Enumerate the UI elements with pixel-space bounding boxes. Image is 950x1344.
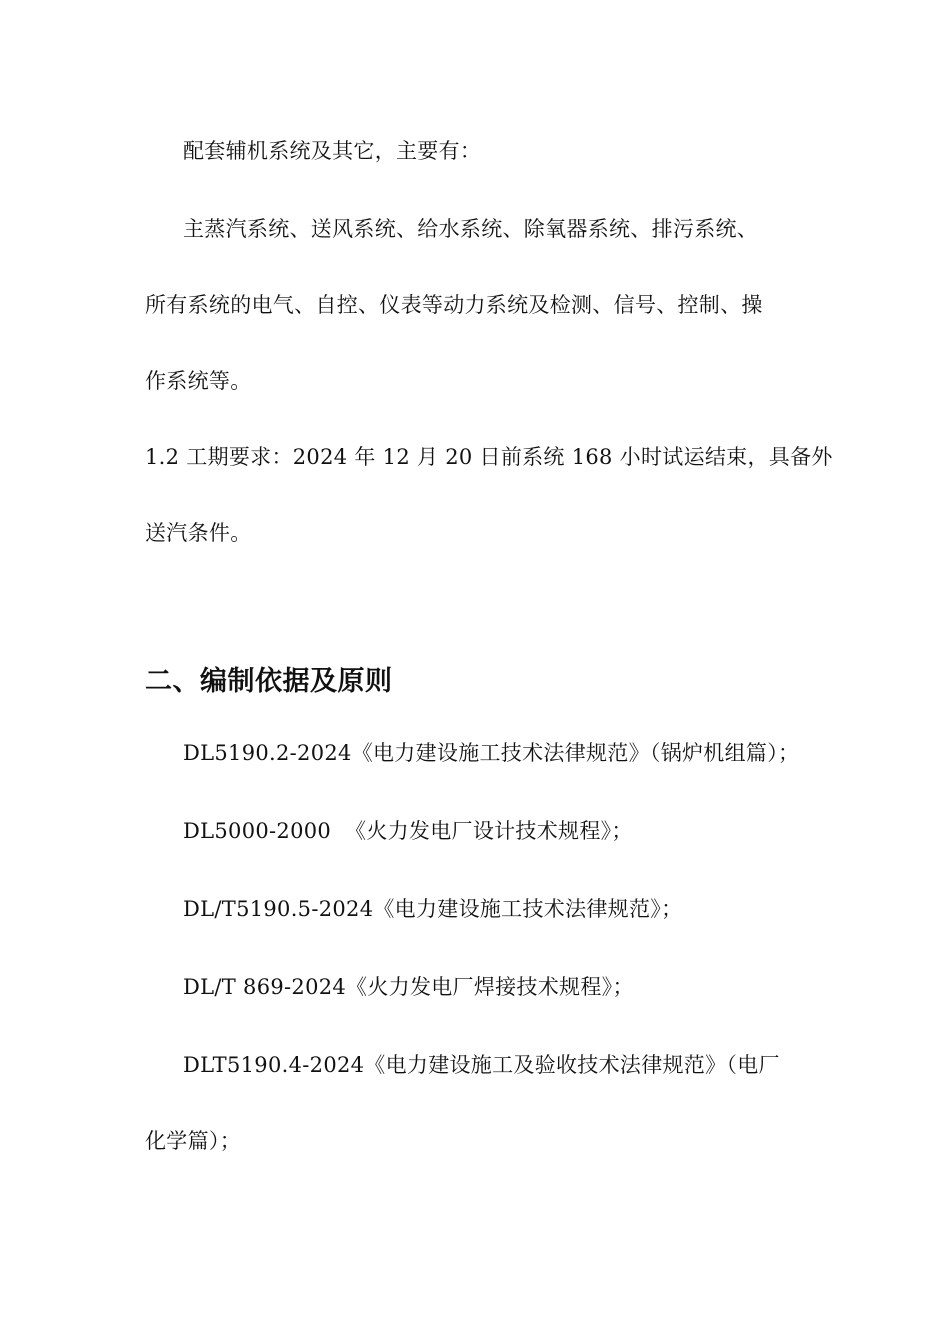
systems-paragraph-line-1: 主蒸汽系统、送风系统、给水系统、除氧器系统、排污系统、 [183, 217, 759, 241]
reference-item-4: DL/T 869-2024《火力发电厂焊接技术规程》； [183, 975, 634, 999]
reference-item-3: DL/T5190.5-2024《电力建设施工技术法律规范》； [183, 897, 683, 921]
reference-item-2: DL5000-2000 《火力发电厂设计技术规程》； [183, 819, 633, 843]
systems-paragraph-line-2: 所有系统的电气、自控、仪表等动力系统及检测、信号、控制、操 [145, 293, 763, 317]
section-heading: 二、编制依据及原则 [145, 666, 393, 697]
schedule-paragraph-line-1: 1.2 工期要求：2024 年 12 月 20 日前系统 168 小时试运结束，具备外 [145, 445, 833, 469]
schedule-paragraph-line-2: 送汽条件。 [145, 521, 252, 545]
reference-item-1: DL5190.2-2024《电力建设施工技术法律规范》（锅炉机组篇）； [183, 741, 800, 765]
reference-item-5-continuation: 化学篇）； [145, 1129, 241, 1153]
systems-paragraph-line-3: 作系统等。 [145, 369, 252, 393]
reference-item-5: DLT5190.4-2024《电力建设施工及验收技术法律规范》（电厂 [183, 1053, 780, 1077]
intro-paragraph: 配套辅机系统及其它，主要有： [183, 139, 482, 163]
